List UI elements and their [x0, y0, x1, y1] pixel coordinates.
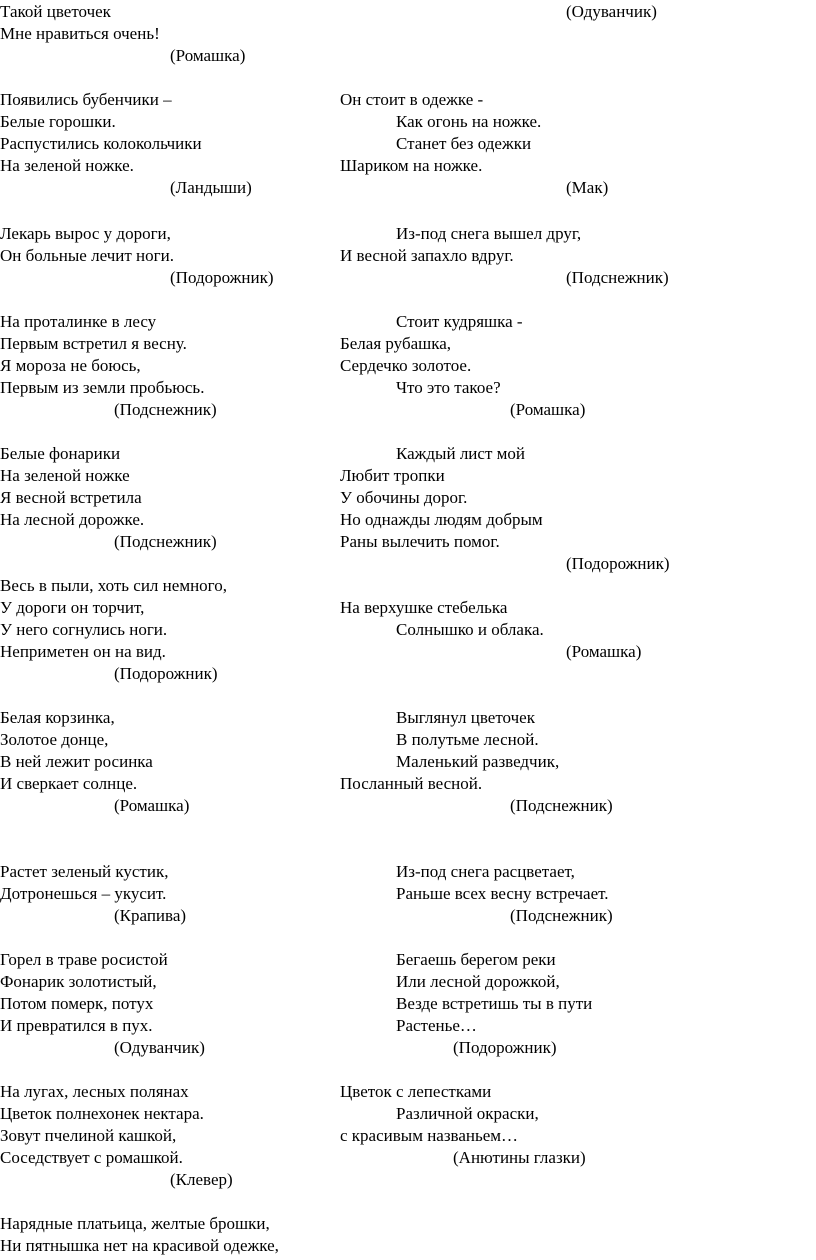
text-line: Дотронешься – укусит. — [0, 884, 167, 903]
text-line: Он стоит в одежке - — [340, 90, 484, 109]
text-line: Стоит кудряшка - — [396, 312, 523, 331]
text-line: Весь в пыли, хоть сил немного, — [0, 576, 227, 595]
text-line: Цветок полнехонек нектара. — [0, 1104, 204, 1123]
text-line: (Подорожник) — [170, 268, 274, 287]
text-line: (Подснежник) — [566, 268, 669, 287]
text-line: Первым встретил я весну. — [0, 334, 187, 353]
text-line: Маленький разведчик, — [396, 752, 560, 771]
text-line: Или лесной дорожкой, — [396, 972, 560, 991]
text-line: (Одуванчик) — [114, 1038, 205, 1057]
text-line: (Анютины глазки) — [453, 1148, 586, 1167]
text-line: Неприметен он на вид. — [0, 642, 166, 661]
text-line: (Ромашка) — [510, 400, 586, 419]
text-line: Такой цветочек — [0, 2, 111, 21]
text-line: (Подорожник) — [453, 1038, 557, 1057]
text-line: У него согнулись ноги. — [0, 620, 168, 639]
text-line: Горел в траве росистой — [0, 950, 168, 969]
text-line: Везде встретишь ты в пути — [396, 994, 593, 1013]
text-line: Шариком на ножке. — [340, 156, 483, 175]
text-line: На лесной дорожке. — [0, 510, 145, 529]
text-line: Из-под снега расцветает, — [396, 862, 575, 881]
text-line: (Подснежник) — [114, 532, 217, 551]
text-line: Из-под снега вышел друг, — [396, 224, 582, 243]
text-line: (Подорожник) — [566, 554, 670, 573]
text-line: (Подснежник) — [510, 906, 613, 925]
text-line: Солнышко и облака. — [396, 620, 544, 639]
text-line: На зеленой ножке — [0, 466, 130, 485]
text-line: (Подорожник) — [114, 664, 218, 683]
text-line: (Подснежник) — [510, 796, 613, 815]
text-line: Любит тропки — [340, 466, 445, 485]
text-line: Различной окраски, — [396, 1104, 539, 1123]
text-line: Мне нравиться очень! — [0, 24, 160, 43]
text-line: Но однажды людям добрым — [340, 510, 543, 529]
text-line: Белые фонарики — [0, 444, 121, 463]
text-line: (Подснежник) — [114, 400, 217, 419]
text-line: И превратился в пух. — [0, 1016, 153, 1035]
text-line: (Клевер) — [170, 1170, 233, 1189]
text-line: На верхушке стебелька — [340, 598, 508, 617]
text-line: Как огонь на ножке. — [396, 112, 542, 131]
text-line: Растет зеленый кустик, — [0, 862, 169, 881]
text-line: Белая рубашка, — [340, 334, 452, 353]
text-line: Выглянул цветочек — [396, 708, 535, 727]
text-line: Бегаешь берегом реки — [396, 950, 556, 969]
text-line: Станет без одежки — [396, 134, 532, 153]
text-line: (Ромашка) — [170, 46, 246, 65]
text-line: (Одуванчик) — [566, 2, 657, 21]
text-line: Растенье… — [396, 1016, 477, 1035]
text-line: На лугах, лесных полянах — [0, 1082, 189, 1101]
text-line: Раны вылечить помог. — [340, 532, 500, 551]
text-line: На проталинке в лесу — [0, 312, 157, 331]
text-line: Первым из земли пробьюсь. — [0, 378, 205, 397]
text-line: (Крапива) — [114, 906, 187, 925]
text-line: И весной запахло вдруг. — [340, 246, 514, 265]
text-line: И сверкает солнце. — [0, 774, 138, 793]
text-line: В полутьме лесной. — [396, 730, 539, 749]
text-line: Раньше всех весну встречает. — [396, 884, 609, 903]
text-line: (Ландыши) — [170, 178, 252, 197]
text-line: Соседствует с ромашкой. — [0, 1148, 183, 1167]
text-line: Что это такое? — [396, 378, 501, 397]
text-line: (Мак) — [566, 178, 609, 197]
text-line: с красивым названьем… — [340, 1126, 519, 1145]
text-line: Ни пятнышка нет на красивой одежке, — [0, 1236, 279, 1255]
text-line: Я весной встретила — [0, 488, 142, 507]
text-line: Зовут пчелиной кашкой, — [0, 1126, 177, 1145]
text-line: Он больные лечит ноги. — [0, 246, 174, 265]
text-line: У дороги он торчит, — [0, 598, 145, 617]
text-line: Лекарь вырос у дороги, — [0, 224, 171, 243]
text-line: Белая корзинка, — [0, 708, 115, 727]
text-line: Распустились колокольчики — [0, 134, 202, 153]
text-line: Посланный весной. — [340, 774, 483, 793]
text-line: Появились бубенчики – — [0, 90, 172, 109]
text-line: Каждый лист мой — [396, 444, 525, 463]
text-line: В ней лежит росинка — [0, 752, 153, 771]
text-line: У обочины дорог. — [340, 488, 468, 507]
text-line: Нарядные платьица, желтые брошки, — [0, 1214, 270, 1233]
text-line: Фонарик золотистый, — [0, 972, 157, 991]
text-line: (Ромашка) — [566, 642, 642, 661]
text-line: На зеленой ножке. — [0, 156, 134, 175]
text-line: Цветок с лепестками — [340, 1082, 492, 1101]
text-line: (Ромашка) — [114, 796, 190, 815]
text-line: Белые горошки. — [0, 112, 116, 131]
text-line: Потом померк, потух — [0, 994, 154, 1013]
text-line: Сердечко золотое. — [340, 356, 472, 375]
text-line: Я мороза не боюсь, — [0, 356, 141, 375]
text-line: Золотое донце, — [0, 730, 109, 749]
